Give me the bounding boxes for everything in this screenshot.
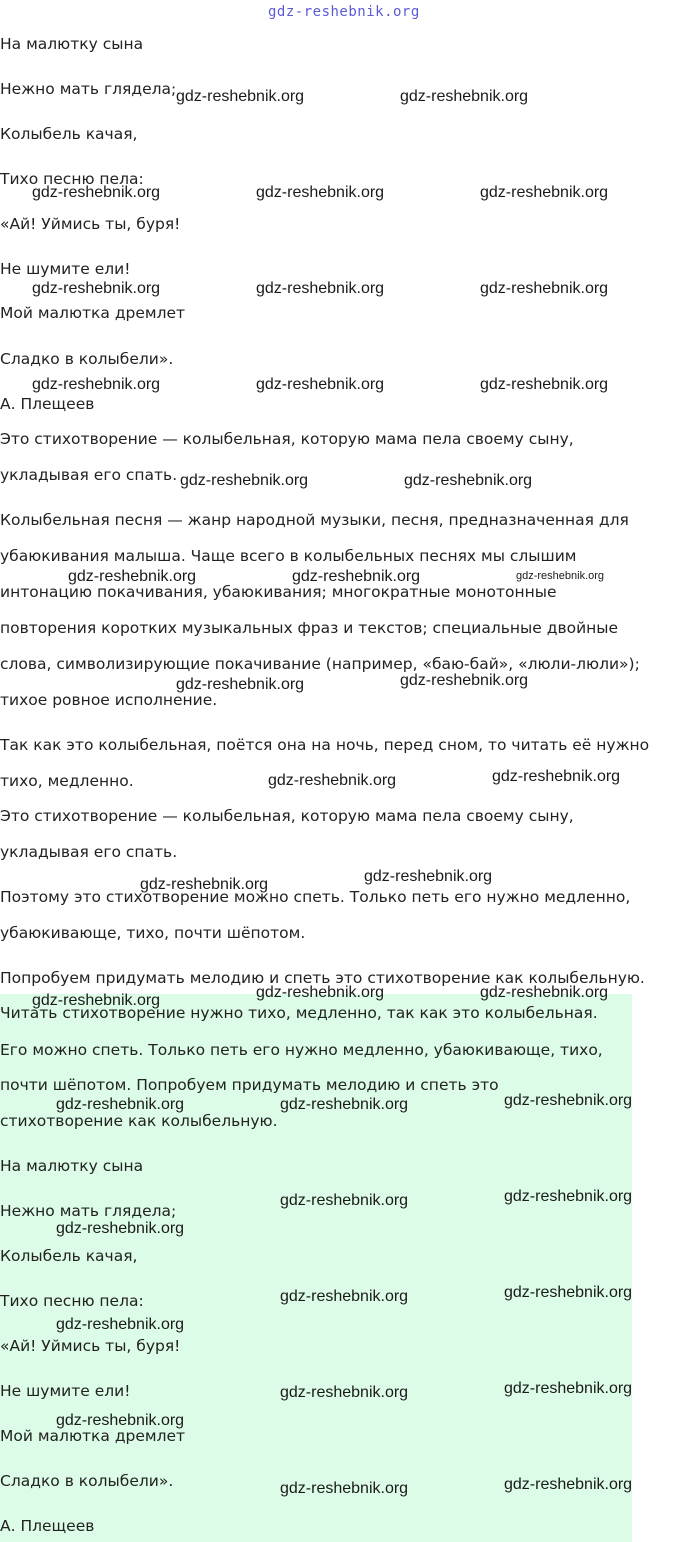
watermark: gdz-reshebnik.org xyxy=(68,568,197,585)
analysis-line: тихо, медленно. xyxy=(0,772,134,790)
poem-line: На малютку сына xyxy=(0,1157,144,1175)
watermark: gdz-reshebnik.org xyxy=(504,1092,633,1109)
poem-line: Тихо песню пела: xyxy=(0,1292,144,1310)
watermark: gdz-reshebnik.org xyxy=(176,676,305,693)
answer-line: почти шёпотом. Попробуем придумать мелодию и спеть это xyxy=(0,1076,499,1094)
answer-line: стихотворение как колыбельную. xyxy=(0,1112,278,1130)
analysis-line: убаюкивания малыша. Чаще всего в колыбельных песнях мы слышим xyxy=(0,547,577,565)
watermark: gdz-reshebnik.org xyxy=(32,992,161,1009)
watermark: gdz-reshebnik.org xyxy=(268,772,397,789)
poem-line: Не шумите ели! xyxy=(0,260,131,278)
answer-line: Его можно спеть. Только петь его нужно медленно, убаюкивающе, тихо, xyxy=(0,1041,603,1059)
watermark: gdz-reshebnik.org xyxy=(280,1480,409,1497)
watermark: gdz-reshebnik.org xyxy=(280,1384,409,1401)
poem-line: Нежно мать глядела; xyxy=(0,1202,177,1220)
watermark: gdz-reshebnik.org xyxy=(504,1188,633,1205)
analysis-line: укладывая его спать. xyxy=(0,466,178,484)
watermark: gdz-reshebnik.org xyxy=(32,280,161,297)
analysis-line: Так как это колыбельная, поётся она на ночь, перед сном, то читать её нужно xyxy=(0,736,650,754)
analysis-line: Поэтому это стихотворение можно спеть. Только петь его нужно медленно, xyxy=(0,888,631,906)
poem-line: Нежно мать глядела; xyxy=(0,80,177,98)
watermark: gdz-reshebnik.org xyxy=(256,984,385,1001)
watermark: gdz-reshebnik.org xyxy=(504,1476,633,1493)
watermark: gdz-reshebnik.org xyxy=(480,184,609,201)
poem-line: Сладко в колыбели». xyxy=(0,1472,174,1490)
analysis-line: Попробуем придумать мелодию и спеть это стихотворение как колыбельную. xyxy=(0,969,645,987)
watermark: gdz-reshebnik.org xyxy=(32,376,161,393)
watermark: gdz-reshebnik.org xyxy=(364,868,493,885)
poem-line: На малютку сына xyxy=(0,35,144,53)
poem-line: «Ай! Уймись ты, буря! xyxy=(0,1337,181,1355)
header-watermark: gdz-reshebnik.org xyxy=(268,4,420,20)
watermark: gdz-reshebnik.org xyxy=(280,1192,409,1209)
analysis-line: тихое ровное исполнение. xyxy=(0,691,218,709)
analysis-line: Это стихотворение — колыбельная, которую мама пела своему сыну, xyxy=(0,430,574,448)
watermark: gdz-reshebnik.org xyxy=(480,984,609,1001)
poem-line: Мой малютка дремлет xyxy=(0,1427,186,1445)
analysis-line: интонацию покачивания, убаюкивания; многократные монотонные xyxy=(0,583,557,601)
analysis-line: Колыбельная песня — жанр народной музыки, песня, предназначенная для xyxy=(0,511,629,529)
watermark: gdz-reshebnik.org xyxy=(516,570,605,582)
watermark: gdz-reshebnik.org xyxy=(56,1412,185,1429)
watermark: gdz-reshebnik.org xyxy=(32,184,161,201)
watermark: gdz-reshebnik.org xyxy=(404,472,533,489)
poem-line: Тихо песню пела: xyxy=(0,170,144,188)
watermark: gdz-reshebnik.org xyxy=(56,1096,185,1113)
poem-author: А. Плещеев xyxy=(0,1517,95,1535)
poem-line: Колыбель качая, xyxy=(0,125,138,143)
answer-line: Читать стихотворение нужно тихо, медленно, так как это колыбельная. xyxy=(0,1004,598,1022)
watermark: gdz-reshebnik.org xyxy=(504,1284,633,1301)
watermark: gdz-reshebnik.org xyxy=(400,88,529,105)
watermark: gdz-reshebnik.org xyxy=(140,876,269,893)
watermark: gdz-reshebnik.org xyxy=(504,1380,633,1397)
watermark: gdz-reshebnik.org xyxy=(292,568,421,585)
watermark: gdz-reshebnik.org xyxy=(280,1096,409,1113)
poem-author: А. Плещеев xyxy=(0,395,95,413)
watermark: gdz-reshebnik.org xyxy=(492,768,621,785)
watermark: gdz-reshebnik.org xyxy=(256,184,385,201)
poem-line: Колыбель качая, xyxy=(0,1247,138,1265)
poem-line: Не шумите ели! xyxy=(0,1382,131,1400)
poem-line: «Ай! Уймись ты, буря! xyxy=(0,215,181,233)
analysis-line: повторения коротких музыкальных фраз и текстов; специальные двойные xyxy=(0,619,619,637)
analysis-line: Это стихотворение — колыбельная, которую мама пела своему сыну, xyxy=(0,807,574,825)
watermark: gdz-reshebnik.org xyxy=(280,1288,409,1305)
watermark: gdz-reshebnik.org xyxy=(480,280,609,297)
watermark: gdz-reshebnik.org xyxy=(56,1220,185,1237)
watermark: gdz-reshebnik.org xyxy=(56,1316,185,1333)
watermark: gdz-reshebnik.org xyxy=(480,376,609,393)
analysis-line: убаюкивающе, тихо, почти шёпотом. xyxy=(0,924,306,942)
watermark: gdz-reshebnik.org xyxy=(400,672,529,689)
analysis-line: укладывая его спать. xyxy=(0,843,178,861)
watermark: gdz-reshebnik.org xyxy=(256,280,385,297)
poem-line: Сладко в колыбели». xyxy=(0,350,174,368)
watermark: gdz-reshebnik.org xyxy=(256,376,385,393)
analysis-line: слова, символизирующие покачивание (например, «баю-бай», «люли-люли»); xyxy=(0,655,640,673)
watermark: gdz-reshebnik.org xyxy=(180,472,309,489)
watermark: gdz-reshebnik.org xyxy=(176,88,305,105)
poem-line: Мой малютка дремлет xyxy=(0,304,186,322)
